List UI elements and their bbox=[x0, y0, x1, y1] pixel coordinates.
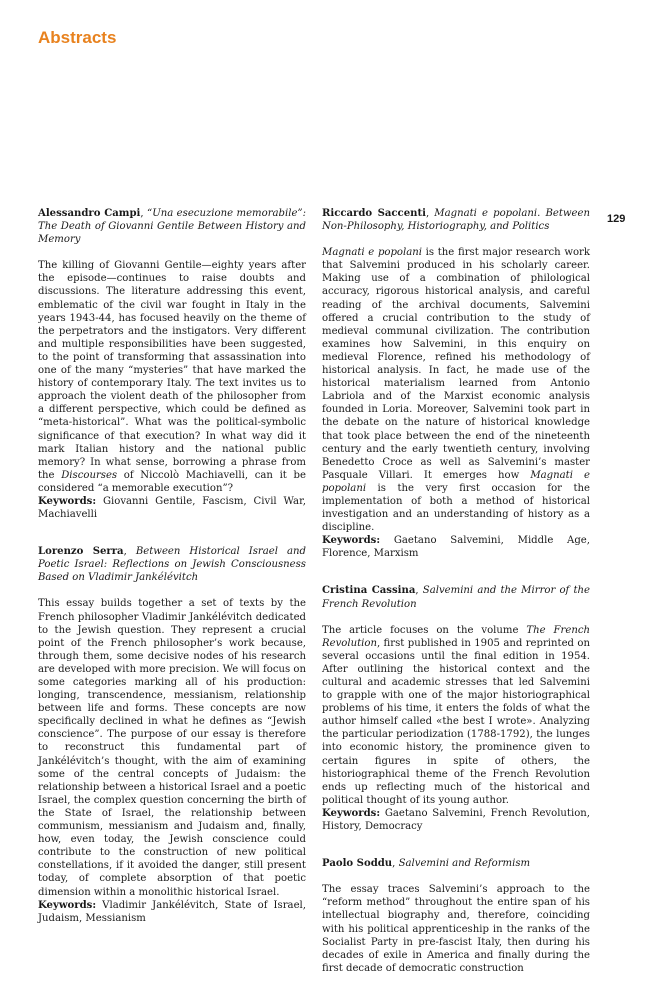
abstract-text: The killing of Giovanni Gentile—eighty years after the episode—continues to raise doubts and discussions. The literature addressing this event, emblematic of the civil war fought in Italy in the years 1943-44, has focused heavily on the theme of the perpetrators and the instigators. Very different and multiple responsibilities have been suggested, to the point of transforming that assassination into one of the many “mysteries” that have marked the history of contemporary Italy. The text invites us to approach the violent death of the philosopher from a different perspective, which could be defined as “meta-historical”. What was the political-symbolic significance of that execution? In what way did it mark Italian history and the national public memory? In what sense, borrowing a phrase from the bbox=[38, 260, 306, 481]
article-title: Salvemini and Reformism bbox=[398, 858, 531, 870]
abstract-body bbox=[322, 624, 590, 807]
abstract-heading: Alessandro Campi, “Una esecuzione memorabile”: The Death of Giovanni Gentile Between History and Memory bbox=[38, 208, 306, 246]
keywords bbox=[38, 899, 306, 925]
abstract-saccenti bbox=[322, 207, 590, 560]
abstract-text: is the first major research work that Salvemini produced in his scholarly career. Making use of a combination of philological accuracy, rigorous historical analysis, and careful reading of the archival documents, Salvemini offered a crucial contribution to the study of medieval communal civilization. The contribution examines how Salvemini, in this enquiry on medieval Florence, refined his methodology of historical analysis. In fact, he made use of the historical materialism learned from Antonio Labriola and of the Marxist economic analysis founded in Loria. Moreover, Salvemini took part in the debate on the nature of historical knowledge that took place between the end of the nineteenth century and the early twentieth century, involving Benedetto Croce as well as Salvemini’s master Pasquale Villari. It emerges how bbox=[322, 247, 591, 481]
section-title: Abstracts bbox=[38, 28, 117, 47]
right-column bbox=[322, 207, 590, 999]
keywords-label: Keywords: bbox=[38, 899, 97, 911]
keywords-list: Vladimir Jankélévitch, State of Israel, Judaism, Messianism bbox=[38, 899, 306, 924]
abstract-italic-text: The French Revolution bbox=[322, 624, 590, 649]
keywords-list: Gaetano Salvemini, French Revolution, History, Democracy bbox=[322, 807, 590, 833]
abstract-body: This essay builds together a set of texts by the French philosopher Vladimir Jankélévitch dedicated to the Jewish question. They represent a crucial point of the French philosopher’s work because, through them, some decisive nodes of his research are developed with more precision. We will focus on some categories marking all of his production: longing, transcendence, messianism, relationship between life and forms. These concepts are now specifically declined in what he defines as “Jewish conscience”. The purpose of our essay is therefore to reconstruct this fundamental part of Jankélévitch’s thought, with the aim of examining some of the central concepts of Judaism: the relationship between a historical Israel and a poetic Israel, the complex question concerning the birth of the State of Israel, the relationship between communism, messianism and Judaism and, finally, how, even today, the Jewish conscience could contribute to the construction of new political constellations, if it avoided the danger, still present today, of complete absorption of that poetic dimension within a monolithic historical Israel. bbox=[38, 598, 306, 898]
article-title: Between Historical Israel and Poetic Israel: Reflections on Jewish Consciousness Based on Vladimir Jankélévitch bbox=[38, 546, 306, 584]
article-title: Magnati e popolani. Between Non-Philosophy, Historiography, and Politics bbox=[322, 208, 591, 233]
abstract-italic-text: Discourses bbox=[61, 469, 118, 481]
keywords bbox=[322, 534, 590, 560]
abstract-italic-text: Magnati e popolani bbox=[322, 469, 590, 494]
abstract-body bbox=[38, 259, 306, 495]
abstract-text: of Niccolò Machiavelli, can it be considered “a memorable execution”? bbox=[38, 469, 306, 494]
keywords-label: Keywords: bbox=[322, 807, 381, 819]
keywords-label: Keywords: bbox=[38, 495, 97, 507]
left-column bbox=[38, 207, 306, 949]
abstract-cassina bbox=[322, 584, 590, 833]
abstract-text: , first published in 1905 and reprinted on several occasions until the final edition in 1954. After outlining the historical context and the cultural and academic stresses that led Salvemini to grapple with one of the major historiographical problems of his time, it enters the folds of what the author himself called «the best I wrote». Analyzing the particular periodization (1788-1792), the lunges into economic history, the prominence given to certain figures in spite of others, the historiographical theme of the French Revolution ends up reflecting much of the historical and political thought of its young author. bbox=[322, 637, 590, 806]
keywords-list: Giovanni Gentile, Fascism, Civil War, Machiavelli bbox=[38, 495, 306, 521]
abstract-soddu bbox=[322, 857, 590, 975]
abstract-serra bbox=[38, 545, 306, 925]
abstract-italic-text: Magnati e popolani bbox=[322, 247, 422, 259]
author-name: Riccardo Saccenti bbox=[322, 208, 426, 219]
abstract-heading: Cristina Cassina, Salvemini and the Mirror of the French Revolution bbox=[322, 585, 590, 610]
abstract-text: The article focuses on the volume bbox=[322, 624, 527, 636]
keywords bbox=[38, 495, 306, 521]
abstract-campi bbox=[38, 207, 306, 521]
abstract-text: is the very first occasion for the implementation of both a method of historical investigation and an understanding of history as a discipline. bbox=[322, 482, 590, 534]
author-name: Alessandro Campi bbox=[38, 208, 141, 219]
author-name: Lorenzo Serra bbox=[38, 546, 124, 558]
abstract-body: The essay traces Salvemini’s approach to the “reform method” throughout the entire span of his intellectual biography and, therefore, coinciding with his political apprenticeship in the ranks of the Socialist Party in pre-fascist Italy, then during his decades of exile in America and finally during the first decade of democratic construction bbox=[322, 884, 590, 974]
author-name: Cristina Cassina bbox=[322, 585, 416, 597]
author-name: Paolo Soddu bbox=[322, 858, 393, 870]
keywords-label: Keywords: bbox=[322, 535, 381, 547]
keywords-list: Gaetano Salvemini, Middle Age, Florence, Marxism bbox=[322, 535, 590, 560]
abstract-heading: Lorenzo Serra, Between Historical Israel and Poetic Israel: Reflections on Jewish Consciousness Based on Vladimir Jankélévitch bbox=[38, 546, 306, 584]
page-number: 129 bbox=[607, 213, 626, 225]
abstract-heading: Riccardo Saccenti, Magnati e popolani. Between Non-Philosophy, Historiography, and Politics bbox=[322, 208, 591, 233]
article-title: “Una esecuzione memorabile”: The Death of Giovanni Gentile Between History and Memory bbox=[38, 208, 306, 246]
keywords bbox=[322, 807, 590, 833]
article-title: Salvemini and the Mirror of the French Revolution bbox=[322, 585, 590, 610]
abstract-heading: Paolo Soddu, Salvemini and Reformism bbox=[322, 858, 531, 870]
abstract-body bbox=[322, 246, 590, 534]
